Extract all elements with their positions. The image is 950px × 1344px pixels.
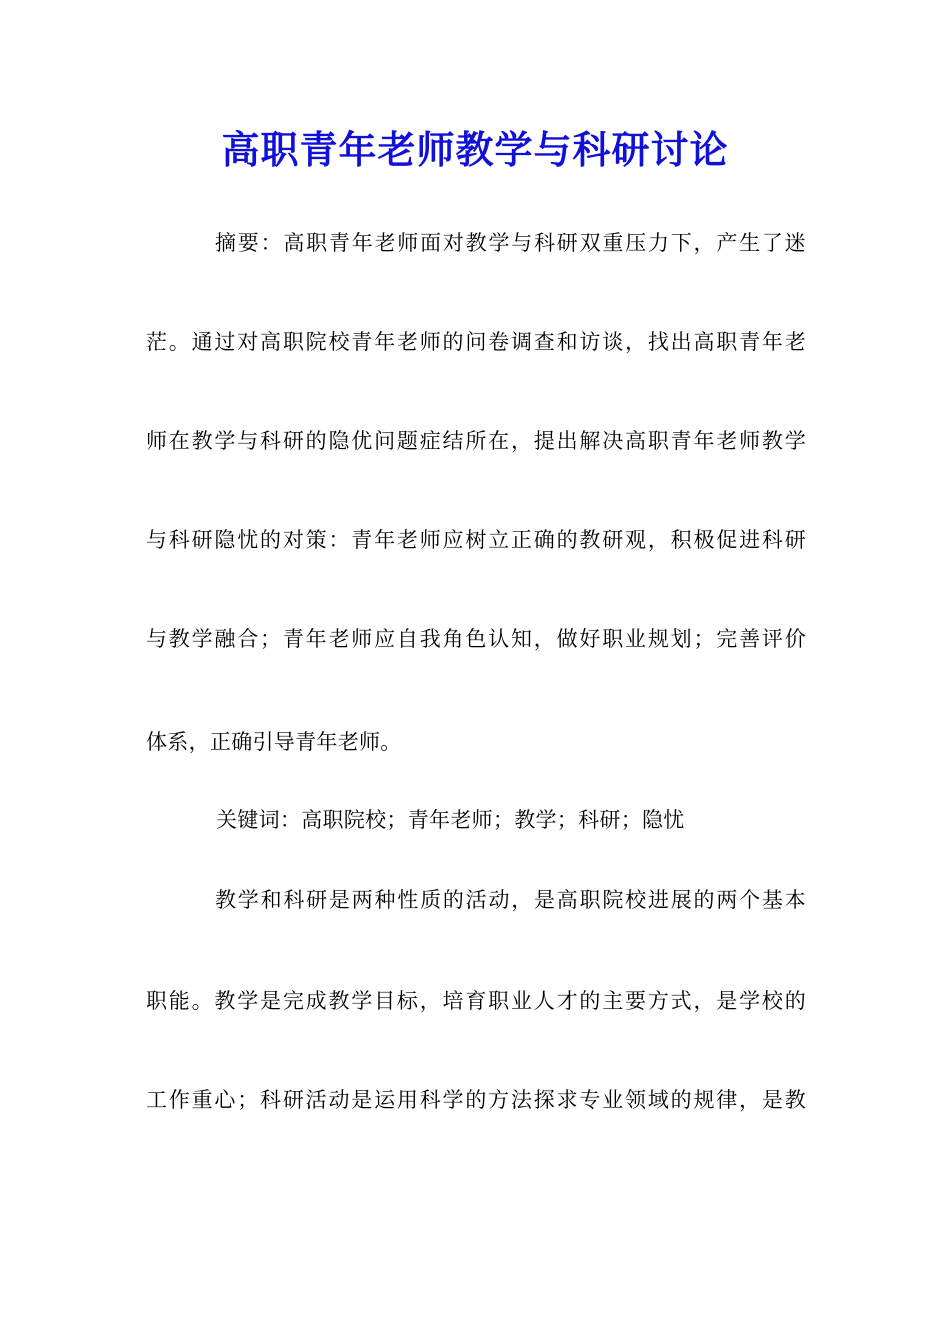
- abstract-line-2: 茫。通过对高职院校青年老师的问卷调查和访谈，找出高职青年老: [146, 330, 806, 354]
- body-line-2: 职能。教学是完成教学目标，培育职业人才的主要方式，是学校的: [146, 989, 806, 1013]
- abstract-line-5: 与教学融合；青年老师应自我角色认知，做好职业规划；完善评价: [146, 627, 806, 651]
- abstract-line-6: 体系，正确引导青年老师。: [146, 730, 402, 754]
- document-title: 高职青年老师教学与科研讨论: [221, 127, 729, 172]
- abstract-line-4: 与科研隐忧的对策：青年老师应树立正确的教研观，积极促进科研: [146, 528, 806, 552]
- body-line-1: 教学和科研是两种性质的活动，是高职院校进展的两个基本: [215, 888, 806, 912]
- abstract-line-3: 师在教学与科研的隐优问题症结所在，提出解决高职青年老师教学: [146, 429, 806, 453]
- body-line-3: 工作重心；科研活动是运用科学的方法探求专业领域的规律，是教: [146, 1088, 806, 1112]
- keywords-line: 关键词：高职院校；青年老师；教学；科研；隐忧: [216, 808, 685, 832]
- abstract-line-1: 摘要：高职青年老师面对教学与科研双重压力下，产生了迷: [215, 231, 806, 255]
